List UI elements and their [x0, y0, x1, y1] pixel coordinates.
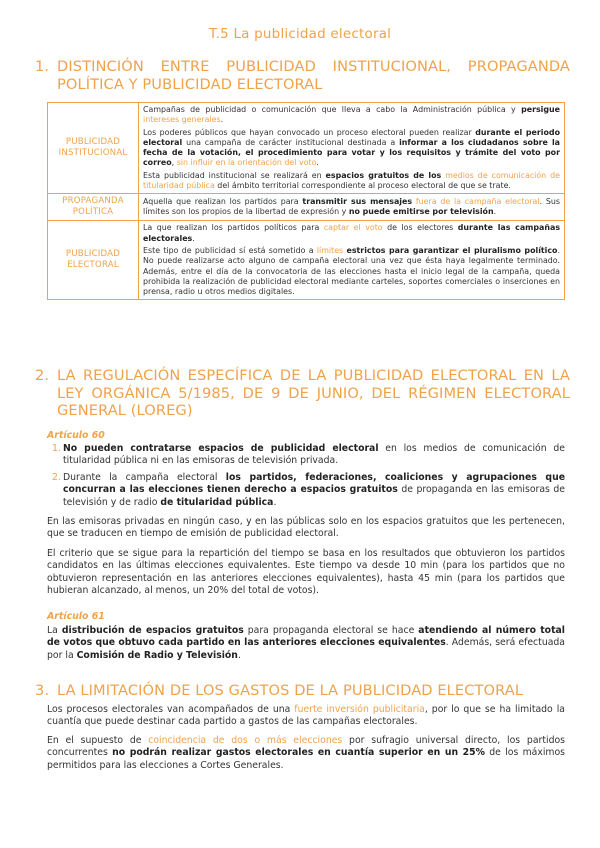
text: en los medios de comunicación de titularidad pública ni en las emisoras de televisión privada. [63, 443, 565, 467]
paragraph: El criterio que se sigue para la repartición del tiempo se basa en los resultados que obtuvieron los partidos candidatos en las últimas elecciones equivalentes. Este tiempo va desde 10 min (para los partidos que no obtuvieron representación en las anteriores elecciones equivalentes), hasta 45 min (para los partidos que hubieran alcanzado, al menos, un 20% del total de votos). [47, 547, 565, 597]
article-61-body [47, 625, 565, 662]
text: La [47, 625, 62, 636]
bold-text: atendiendo al número total de votos que obtuvo cada partido en las anteriores elecciones equivalentes [47, 625, 565, 649]
article-60-title: Artículo 60 [47, 430, 105, 441]
highlight-text: fuerte inversión publicitaria [294, 704, 425, 715]
text: , por lo que se ha limitado la cuantía que puede destinar cada partido a gastos de las campañas electorales. [47, 704, 566, 728]
section-2-number: 2. [35, 367, 50, 384]
bold-text: distribución de espacios gratuitos [61, 625, 244, 636]
highlight-text: intereses generales [143, 115, 221, 125]
highlight-text: coincidencia de dos o más elecciones [148, 734, 343, 746]
list-number: 1. [52, 443, 61, 454]
bold-text: estrictos para garantizar el pluralismo político [346, 245, 558, 255]
text: . No puede realizarse acto alguno de campaña electoral una vez que ésta haya legalmente terminado. Además, entre el día de la convocatoria de las elecciones hasta el inicio legal de la campaña, queda prohibida la realización de publicidad electoral mediante carteles, soportes comerciales o inserciones en prensa, radio u otros medios digitales. [143, 245, 560, 297]
text: Campañas de publicidad o comunicación que lleva a cabo la Administración pública y [143, 105, 522, 114]
text: de los electores [382, 223, 458, 233]
text: . Además, será efectuada por la [47, 637, 566, 661]
section-2-title: LA REGULACIÓN ESPECÍFICA DE LA PUBLICIDAD ELECTORAL EN LA LEY ORGÁNICA 5/1985, DE 9 DE JUNIO, DEL RÉGIMEN ELECTORAL GENERAL (LOREG) [57, 367, 570, 419]
paragraph [47, 704, 565, 729]
list-number: 2. [52, 471, 61, 483]
row-content-institucional [139, 103, 565, 194]
section-3-number: 3. [35, 682, 50, 699]
text: para propaganda electoral se hace [243, 625, 419, 636]
text: Los procesos electorales van acompañados de una [47, 704, 295, 715]
paragraph [143, 171, 560, 192]
bold-text: los partidos, federaciones, coaliciones y agrupaciones que concurran a las elecciones tienen derecho a espacios gratuitos [63, 471, 565, 496]
paragraph: En las emisoras privadas en ningún caso, y en las públicas solo en los espacios gratuitos que les pertenecen, que se traducen en tiempo de emisión de publicidad electoral. [47, 516, 565, 540]
bold-text: no puede emitirse por televisión [348, 207, 494, 217]
article-60-body [47, 443, 565, 597]
section-3-body [47, 704, 565, 772]
section-1-title: DISTINCIÓN ENTRE PUBLICIDAD INSTITUCIONAL, PROPAGANDA POLÍTICA Y PUBLICIDAD ELECTORAL [57, 58, 570, 93]
row-label-electoral: PUBLICIDAD ELECTORAL [48, 221, 139, 300]
text: . [237, 649, 241, 661]
bold-text: No pueden contratarse espacios de publicidad electoral [63, 443, 379, 454]
section-1-number: 1. [35, 58, 50, 75]
section-3-heading [35, 682, 570, 700]
text: Aquella que realizan los partidos para [143, 197, 303, 207]
bold-text: espacios gratuitos de los [325, 170, 442, 180]
text: una campaña de carácter institucional destinada a [182, 137, 400, 147]
list-item [47, 472, 565, 509]
text: de los máximos permitidos para las elecciones a Cortes Generales. [47, 747, 566, 771]
paragraph [143, 197, 560, 218]
text: En el supuesto de [47, 734, 149, 746]
row-content-propaganda [139, 194, 565, 221]
paragraph [143, 105, 560, 126]
text: Los poderes públicos que hayan convocado un proceso electoral pueden realizar [143, 127, 476, 137]
table-row [48, 103, 565, 194]
table-row [48, 221, 565, 300]
text: por sufragio universal directo, los partidos concurrentes [47, 734, 565, 759]
bold-text: no podrán realizar gastos electorales en cuantía superior en un 25% [112, 747, 485, 759]
bold-text: Comisión de Radio y Televisión [76, 649, 238, 661]
text: de propaganda en las emisoras de televisión y de radio [63, 484, 566, 508]
highlight-text: medios de comunicación de titularidad pública [143, 170, 560, 191]
paragraph [143, 246, 560, 297]
bold-text: persigue [521, 105, 560, 114]
highlight-text: sin influir en la orientación del voto [176, 158, 317, 168]
paragraph [143, 128, 560, 169]
highlight-text: límites [316, 245, 344, 255]
comparison-table [47, 102, 565, 300]
text: Este tipo de publicidad sí está sometido a [143, 245, 317, 255]
list-item [47, 443, 565, 468]
row-content-electoral [139, 221, 565, 300]
section-3-title: LA LIMITACIÓN DE LOS GASTOS DE LA PUBLICIDAD ELECTORAL [57, 682, 524, 699]
bold-text: durante las campañas electorales [143, 223, 561, 243]
paragraph [47, 625, 565, 662]
table-row [48, 194, 565, 221]
row-label-propaganda: PROPAGANDA POLÍTICA [48, 194, 139, 221]
paragraph [47, 735, 565, 772]
section-1-heading [35, 58, 570, 93]
section-2-heading [35, 367, 570, 420]
bold-text: de titularidad pública [160, 496, 274, 508]
bold-text: durante el periodo electoral [143, 127, 560, 147]
row-label-institucional: PUBLICIDAD INSTITUCIONAL [48, 103, 139, 194]
text: del ámbito territorial correspondiente al proceso electoral de que se trate. [214, 181, 511, 191]
highlight-text: fuera de la campaña electoral [415, 197, 540, 207]
text: Durante la campaña electoral [63, 471, 226, 483]
document-title: T.5 La publicidad electoral [208, 26, 392, 42]
paragraph [143, 223, 560, 244]
bold-text: informar a los ciudadanos sobre la fecha de la votación, el procedimiento para votar y los requisitos y trámite del voto por correo [143, 137, 560, 168]
text: . [316, 158, 319, 168]
text: La que realizan los partidos políticos para [143, 223, 324, 233]
text: . [192, 233, 195, 243]
article-61-title: Artículo 61 [47, 611, 105, 622]
highlight-text: captar el voto [323, 223, 383, 233]
text: Esta publicidad institucional se realizará en [143, 170, 326, 180]
text: , [171, 158, 177, 168]
text: . [273, 496, 277, 508]
text: . Sus límites son los propios de la libertad de expresión y [143, 197, 560, 217]
text: . [493, 207, 497, 217]
text: . [220, 115, 224, 125]
bold-text: transmitir sus mensajes [302, 197, 413, 207]
